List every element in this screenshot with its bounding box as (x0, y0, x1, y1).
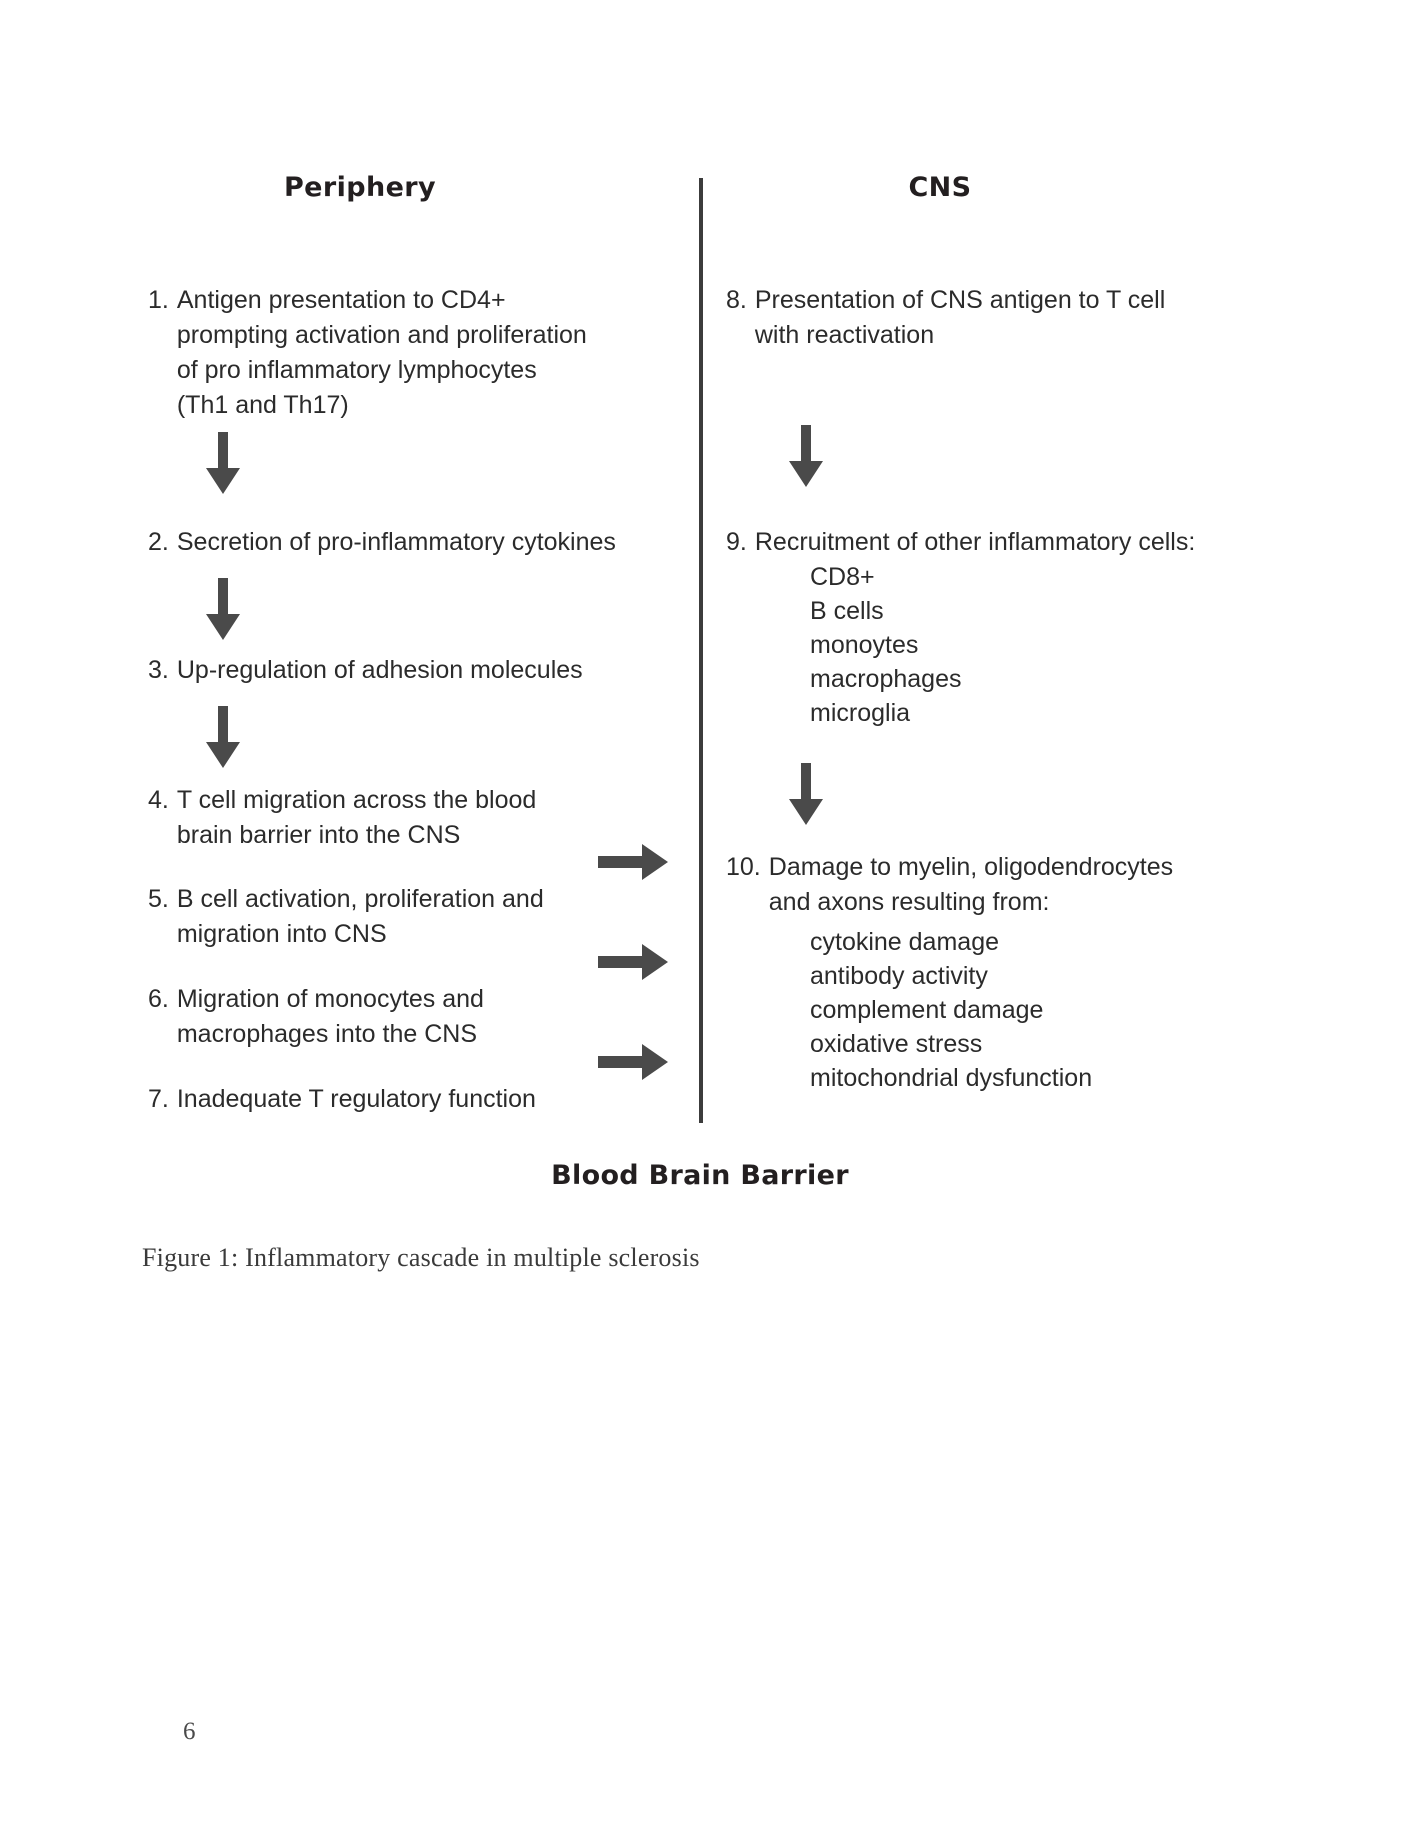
sublist-item: mitochondrial dysfunction (810, 1064, 1093, 1092)
step-line: prompting activation and proliferation (176, 321, 587, 349)
step-line: and axons resulting from: (768, 888, 1050, 916)
step-item-8 (726, 283, 1196, 353)
step-item-10 (726, 850, 1206, 920)
step-text (769, 850, 1206, 920)
page-number: 6 (183, 1718, 196, 1745)
step-text (177, 982, 618, 1052)
step-line: Presentation of CNS antigen to T cell (754, 286, 1166, 314)
arrow-down-icon (783, 425, 829, 487)
step-text: Secretion of pro-inflammatory cytokines (176, 528, 616, 556)
step-number: 5. (148, 885, 169, 913)
arrow-right-icon (598, 942, 670, 982)
step-number: 4. (148, 786, 169, 814)
step-9-sublist (810, 560, 961, 730)
step-text (177, 783, 618, 853)
blood-brain-barrier-label: Blood Brain Barrier (551, 1160, 849, 1191)
sublist-item: complement damage (810, 996, 1044, 1024)
sublist-item: cytokine damage (810, 928, 1000, 956)
arrow-right-icon (598, 842, 670, 882)
step-text (177, 882, 618, 952)
step-item-4 (148, 783, 618, 853)
step-text: Inadequate T regulatory function (176, 1085, 536, 1113)
step-text (755, 283, 1196, 353)
step-item-5 (148, 882, 618, 952)
sublist-item: oxidative stress (810, 1030, 983, 1058)
step-number: 2. (148, 528, 169, 556)
step-line: with reactivation (754, 321, 935, 349)
column-heading-cns: CNS (908, 172, 972, 203)
arrow-right-icon (598, 1042, 670, 1082)
step-number: 10. (726, 853, 761, 881)
step-line: macrophages into the CNS (176, 1020, 478, 1048)
step-line: Migration of monocytes and (176, 985, 484, 1013)
step-item-9 (726, 525, 1206, 560)
step-number: 9. (726, 528, 747, 556)
blood-brain-barrier-divider (699, 178, 703, 1123)
step-line: migration into CNS (176, 920, 387, 948)
step-line: brain barrier into the CNS (176, 821, 461, 849)
step-number: 6. (148, 985, 169, 1013)
sublist-item: CD8+ (810, 563, 875, 591)
sublist-item: macrophages (810, 665, 962, 693)
step-item-3 (148, 653, 618, 688)
step-line: Damage to myelin, oligodendrocytes (768, 853, 1174, 881)
step-line: of pro inflammatory lymphocytes (176, 356, 537, 384)
sublist-item: microglia (810, 699, 911, 727)
step-number: 3. (148, 656, 169, 684)
step-line: B cell activation, proliferation and (176, 885, 544, 913)
step-10-sublist (810, 925, 1092, 1095)
step-text (177, 283, 618, 423)
step-number: 8. (726, 286, 747, 314)
arrow-down-icon (200, 706, 246, 768)
column-heading-periphery: Periphery (283, 172, 437, 203)
arrow-down-icon (200, 432, 246, 494)
step-item-6 (148, 982, 618, 1052)
step-number: 1. (148, 286, 169, 314)
step-item-1 (148, 283, 618, 423)
sublist-item: monoytes (810, 631, 919, 659)
sublist-item: B cells (810, 597, 884, 625)
step-item-2 (148, 525, 618, 560)
figure-caption: Figure 1: Inflammatory cascade in multiple sclerosis (142, 1243, 700, 1272)
step-text: Recruitment of other inflammatory cells: (754, 528, 1196, 556)
arrow-down-icon (783, 763, 829, 825)
step-line: (Th1 and Th17) (176, 391, 349, 419)
step-line: Antigen presentation to CD4+ (176, 286, 506, 314)
step-item-7 (148, 1082, 618, 1117)
step-line: T cell migration across the blood (176, 786, 537, 814)
step-number: 7. (148, 1085, 169, 1113)
step-text: Up-regulation of adhesion molecules (176, 656, 583, 684)
sublist-item: antibody activity (810, 962, 988, 990)
arrow-down-icon (200, 578, 246, 640)
